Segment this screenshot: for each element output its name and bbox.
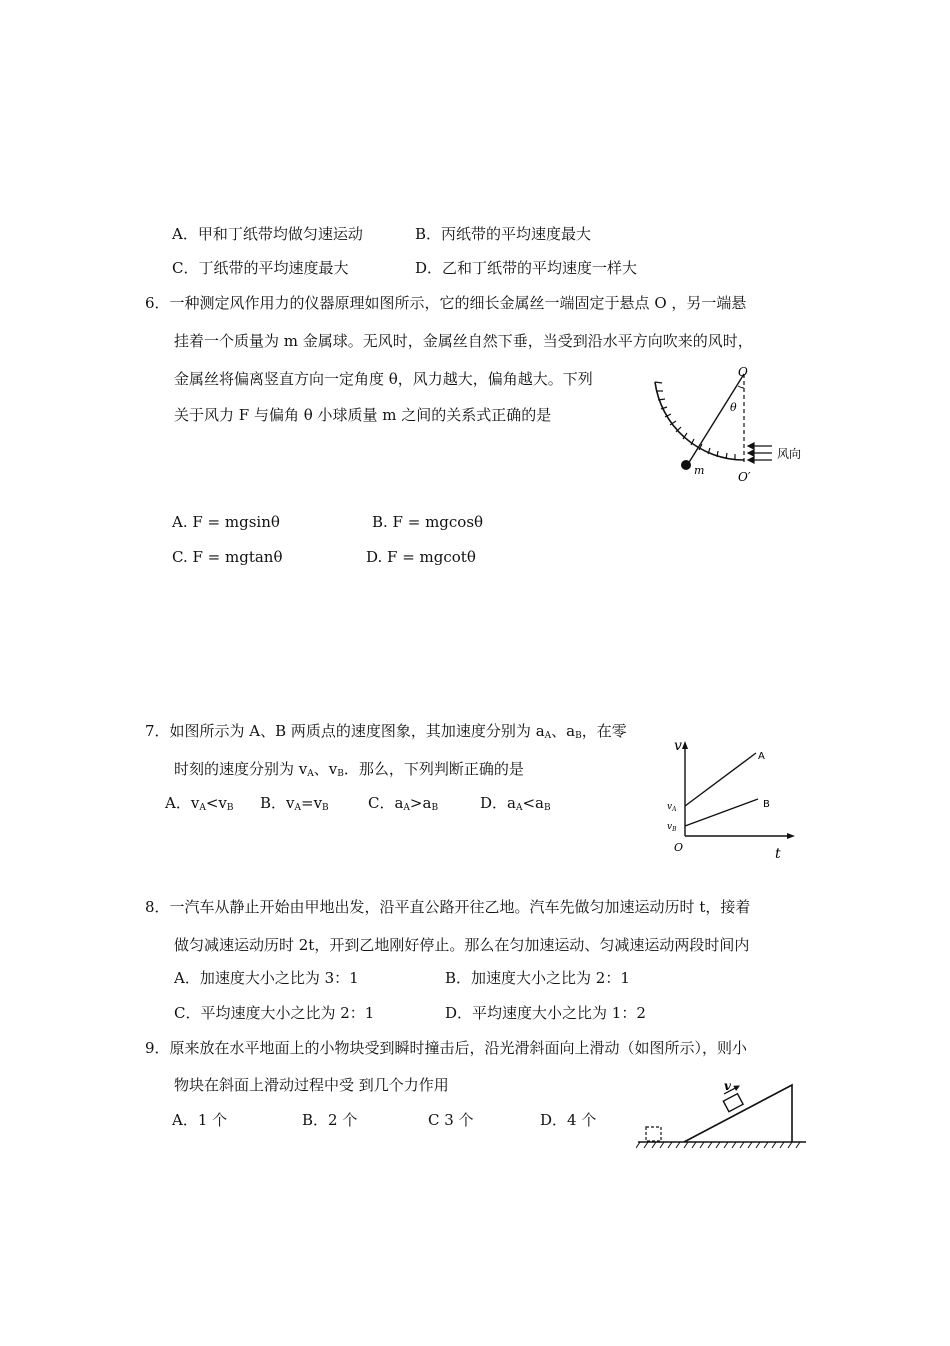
q6-option-c: C. F = mgtanθ	[172, 548, 283, 566]
q8-stem-line1: 8．一汽车从静止开始由甲地出发，沿平直公路开往乙地。汽车先做匀加速运动历时 t，接着	[145, 898, 751, 916]
label-theta: θ	[730, 401, 737, 414]
wind-instrument-figure	[640, 364, 820, 489]
scale-ticks	[655, 382, 735, 460]
q8-option-b: B．加速度大小之比为 2：1	[445, 969, 630, 987]
label-m: m	[694, 464, 705, 477]
q7-option-a: A．$v_A<v_B$	[165, 794, 234, 813]
q6-stem-line3: 金属丝将偏离竖直方向一定角度 θ，风力越大，偏角越大。下列	[174, 370, 593, 388]
q7-option-d: D．$a_A<a_B$	[480, 794, 551, 813]
initial-block	[646, 1127, 661, 1141]
q6-option-d: D. F = mgcotθ	[366, 548, 476, 566]
q7-stem-line2: 时刻的速度分别为 $v_A$、$v_B$．那么，下列判断正确的是	[174, 760, 524, 779]
velocity-label: v	[724, 1079, 731, 1093]
q9-option-d: D．4 个	[540, 1111, 597, 1129]
metal-ball	[681, 460, 691, 470]
label-wind: 风向	[777, 447, 802, 461]
q5-option-a: A．甲和丁纸带均做匀速运动	[172, 225, 363, 243]
line-A	[685, 753, 756, 806]
axis-t-label: t	[775, 846, 781, 862]
q6-stem-line1: 6．一种测定风作用力的仪器原理如图所示，它的细长金属丝一端固定于悬点 O ，另一端悬	[145, 294, 747, 312]
q6-option-a: A. F = mgsinθ	[172, 513, 280, 531]
q8-option-d: D．平均速度大小之比为 1：2	[445, 1004, 646, 1022]
vB-label: $v_B$	[667, 822, 677, 833]
q8-option-c: C．平均速度大小之比为 2：1	[174, 1004, 375, 1022]
q5-option-c: C．丁纸带的平均速度最大	[172, 259, 349, 277]
q5-option-d: D．乙和丁纸带的平均速度一样大	[415, 259, 638, 277]
label-O-prime: O′	[738, 470, 751, 484]
label-O: O	[738, 365, 748, 379]
sliding-block	[723, 1094, 743, 1112]
q6-option-b: B. F = mgcosθ	[372, 513, 484, 531]
q9-option-a: A．1 个	[172, 1111, 228, 1129]
q8-stem-line2: 做匀减速运动历时 2t，开到乙地刚好停止。那么在匀加速运动、匀减速运动两段时间内	[174, 936, 750, 954]
vA-label: $v_A$	[667, 802, 677, 813]
axis-v-label: v	[674, 738, 682, 754]
q5-option-b: B．丙纸带的平均速度最大	[415, 225, 592, 243]
line-A-label: A	[758, 751, 765, 762]
q9-stem-line1: 9．原来放在水平地面上的小物块受到瞬时撞击后，沿光滑斜面向上滑动（如图所示），则小	[145, 1039, 748, 1057]
q7-stem-line1: 7．如图所示为 A、B 两质点的速度图象，其加速度分别为 $a_A$、$a_B$，在零	[145, 722, 627, 741]
wind-arrows-icon	[748, 443, 772, 463]
origin-label: O	[674, 841, 684, 854]
q8-option-a: A．加速度大小之比为 3：1	[174, 969, 359, 987]
q9-stem-line2: 物块在斜面上滑动过程中受 到几个力作用	[174, 1076, 449, 1094]
incline-figure	[636, 1074, 808, 1154]
q6-stem-line2: 挂着一个质量为 m 金属球。无风时，金属丝自然下垂，当受到沿水平方向吹来的风时，	[174, 332, 753, 350]
q6-stem-line4: 关于风力 F 与偏角 θ 小球质量 m 之间的关系式正确的是	[174, 406, 552, 424]
q9-option-b: B．2 个	[302, 1111, 358, 1129]
q9-option-c: C 3 个	[428, 1111, 474, 1129]
line-B	[685, 799, 758, 826]
line-B-label: B	[763, 799, 770, 810]
velocity-time-graph	[662, 736, 797, 864]
q7-option-c: C．$a_A>a_B$	[368, 794, 439, 813]
q7-option-b: B．$v_A=v_B$	[260, 794, 329, 813]
ground-hatching	[636, 1142, 800, 1148]
